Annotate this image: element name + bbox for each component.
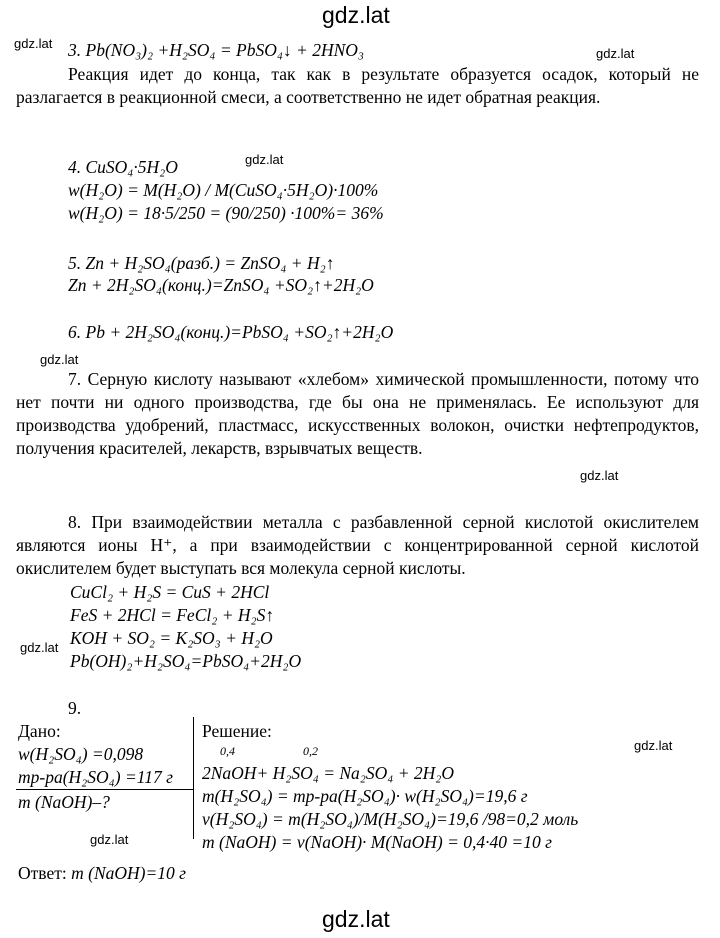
- solution-mass-naoh: m (NaOH) = ν(NaOH)· M(NaOH) = 0,4·40 =10 г: [202, 832, 552, 852]
- watermark: gdz.lat: [14, 36, 53, 51]
- watermark: gdz.lat: [580, 468, 619, 483]
- q8-equation-1: CuCl₂ + H₂S = CuS + 2HCl: [70, 582, 270, 602]
- q8-equation-3: KOH + SO₂ = K₂SO₃ + H₂O: [70, 628, 273, 648]
- q4-mass-fraction-formula: w(H₂O) = M(H₂O) / M(CuSO₄·5H₂O)·100%: [68, 180, 379, 200]
- q3-explanation: [16, 63, 699, 109]
- q7-paragraph: [16, 368, 699, 460]
- q7-text: 7. Серную кислоту называют «хлебом» химической промышленности, потому что нет почти ни одного производства, где бы она не применялась. Ее используют для производства удобрений, пластмасс, искусственных волокон, очистки нефтепродуктов, получения красителей, лекарств, взрывчатых веществ.: [16, 369, 699, 458]
- solution-label: Решение:: [202, 721, 272, 741]
- given-divider-horizontal: [16, 789, 193, 790]
- solution-reaction: 2NaOH+ H₂SO₄ = Na₂SO₄ + 2H₂O: [202, 763, 455, 783]
- q8-text: 8. При взаимодействии металла с разбавленной серной кислотой окислителем являются ионы H⁺, а при взаимодействии с концентрированной серной кислотой окислителем будет выступать вся молекула серной кислоты.: [16, 512, 699, 578]
- watermark: gdz.lat: [596, 46, 635, 61]
- watermark: gdz.lat: [634, 738, 673, 753]
- q8-equation-4: Pb(OH)₂+H₂SO₄=PbSO₄+2H₂O: [70, 651, 302, 671]
- watermark: gdz.lat: [245, 152, 284, 167]
- q4-mass-fraction-calc: w(H₂O) = 18·5/250 = (90/250) ·100%= 36%: [68, 203, 384, 223]
- given-solution-mass: mр-ра(H₂SO₄) =117 г: [18, 767, 173, 787]
- q8-paragraph: [16, 511, 699, 580]
- q5-dilute-reaction: 5. Zn + H₂SO₄(разб.) = ZnSO₄ + H₂↑: [68, 253, 335, 273]
- mol-above-h2so4: 0,2: [303, 744, 318, 758]
- watermark-top: gdz.lat: [322, 2, 390, 28]
- given-mass-fraction: w(H₂SO₄) =0,098: [18, 744, 144, 764]
- given-divider-vertical: [193, 717, 194, 839]
- q6-reaction: 6. Pb + 2H₂SO₄(конц.)=PbSO₄ +SO₂↑+2H₂O: [68, 322, 394, 342]
- mol-above-naoh: 0,4: [220, 744, 235, 758]
- q5-concentrated-reaction: Zn + 2H₂SO₄(конц.)=ZnSO₄ +SO₂↑+2H₂O: [68, 275, 374, 295]
- q9-number: 9.: [68, 698, 82, 718]
- watermark: gdz.lat: [40, 352, 79, 367]
- q4-formula: 4. CuSO₄·5H₂O: [68, 157, 178, 177]
- watermark: gdz.lat: [20, 640, 59, 655]
- watermark: gdz.lat: [90, 832, 129, 847]
- given-label: Дано:: [18, 721, 61, 741]
- answer-line: [18, 862, 186, 884]
- solution-mass-h2so4: m(H₂SO₄) = mр-ра(H₂SO₄)· w(H₂SO₄)=19,6 г: [202, 786, 528, 806]
- answer-value: m (NaOH)=10 г: [71, 863, 186, 883]
- solution-moles-h2so4: ν(H₂SO₄) = m(H₂SO₄)/M(H₂SO₄)=19,6 /98=0,2 моль: [202, 809, 579, 829]
- q8-equation-2: FeS + 2HCl = FeCl₂ + H₂S↑: [70, 605, 275, 625]
- find-label: m (NaOH)–?: [18, 792, 110, 812]
- q3-equation: 3. Pb(NO₃)₂ +H₂SO₄ = PbSO₄↓ + 2HNO₃: [68, 40, 365, 60]
- watermark-bottom: gdz.lat: [322, 906, 390, 932]
- q3-explanation-text: Реакция идет до конца, так как в результате образуется осадок, который не разлагается в реакционной смеси, а соответственно не идет обратная реакция.: [16, 64, 699, 107]
- answer-label: Ответ:: [18, 863, 72, 883]
